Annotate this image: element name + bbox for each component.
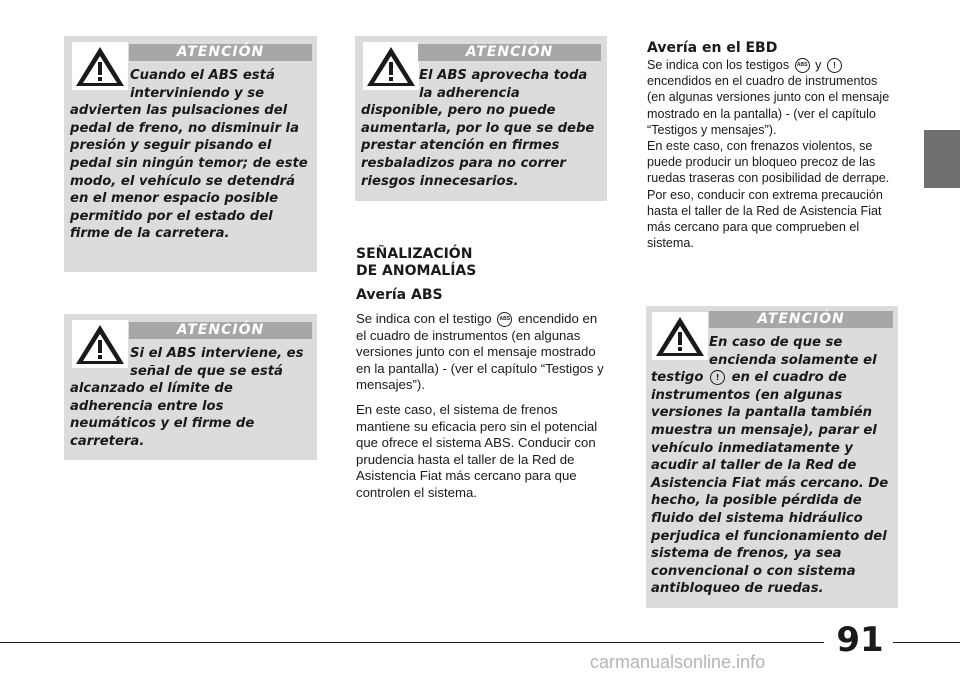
warning-body: advierten las pulsaciones del pedal de freno, no disminuir la presión y seguir pisando el pedal sin ningún temor; de este modo, el vehículo se detendrá en el menor espacio posible permitido por el estado del firme de la carretera. [70, 103, 308, 242]
abs-paragraph-2: En este caso, el sistema de frenos mantiene su eficacia pero sin el potencial que ofrece el sistema ABS. Conducir con prudencia hasta el taller de la Red de Asistencia Fiat más cercano para que controlen el sistema. [356, 401, 598, 500]
warning-text [651, 334, 894, 598]
warning-text [70, 67, 312, 243]
warning-text [361, 67, 603, 190]
brake-warning-light-icon: ! [710, 370, 725, 385]
abs-heading: Avería ABS [356, 287, 443, 303]
abs-paragraph-1 [356, 311, 608, 394]
warning-line: El ABS aprovecha toda [419, 68, 588, 83]
ebd-text-post: encendidos en el cuadro de instrumentos (en algunas versiones junto con el mensaje mostrado en la pantalla) - (ver el capítulo “Testigos y mensajes”). [647, 74, 890, 137]
warning-body: disponible, pero no puede aumentarla, por lo que se debe prestar atención en firmes resbaladizos para no correr riesgos innecesarios. [361, 103, 595, 189]
section-abs-failure [356, 246, 608, 502]
warning-header: ATENCIÓN [129, 44, 312, 61]
watermark: carmanualsonline.info [590, 652, 766, 672]
warning-box-brake-fluid [646, 306, 898, 608]
warning-body: alcanzado el límite de adherencia entre los neumáticos y el firme de carretera. [70, 381, 255, 449]
page-number: 91 [836, 620, 884, 660]
warning-line: la adherencia [419, 85, 520, 101]
chapter-tab [924, 130, 960, 188]
warning-line: señal de que se está [130, 363, 283, 379]
warning-line: interviniendo y se [130, 85, 265, 101]
warning-box-abs-pulsations [64, 36, 317, 272]
ebd-text-mid: y [815, 58, 822, 72]
abs-warning-light-icon: ABS [497, 312, 512, 327]
warning-box-abs-limit [64, 314, 317, 460]
brake-warning-light-icon: ! [827, 58, 842, 73]
footer-rule [0, 642, 824, 643]
warning-text-pre: testigo [651, 370, 704, 386]
warning-header: ATENCIÓN [418, 44, 601, 61]
warning-header: ATENCIÓN [709, 311, 893, 328]
warning-line: En caso de que se [709, 335, 843, 350]
abs-warning-light-icon: ABS [795, 58, 810, 73]
ebd-paragraph-2: En este caso, con frenazos violentos, se puede producir un bloqueo precoz de las ruedas traseras con posibilidad de derrape. Por eso, conducir con extrema precaución hasta el taller de la Red de Asistencia Fiat más cercano para que comprueben el sistema. [647, 139, 890, 251]
warning-line: encienda solamente el [709, 352, 877, 368]
ebd-text-pre: Se indica con los testigos [647, 58, 790, 72]
warning-box-abs-adherence [355, 36, 607, 201]
footer-rule [893, 642, 960, 643]
warning-line: Si el ABS interviene, es [130, 346, 304, 361]
ebd-paragraph-1 [647, 57, 899, 138]
warning-line: Cuando el ABS está [130, 68, 275, 83]
section-ebd-failure [647, 40, 899, 251]
warning-text-post: en el cuadro de instrumentos (en algunas versiones la pantalla también muestra un mensaje), parar el vehículo inmediatamente y acudir al taller de la Red de Asistencia Fiat más cercano. De hecho, la posible pérdida de fluido del sistema hidráulico perjudica el funcionamiento del sistema de frenos, ya sea convencional o con sistema antibloqueo de ruedas. [651, 370, 889, 597]
abs-text-pre: Se indica con el testigo [356, 311, 492, 326]
section-title: DE ANOMALÍAS [356, 263, 477, 279]
section-title: SEÑALIZACIÓN [356, 246, 473, 262]
warning-text [70, 345, 312, 451]
warning-header: ATENCIÓN [129, 322, 312, 339]
warning-body [651, 370, 888, 596]
ebd-heading: Avería en el EBD [647, 40, 778, 56]
abs-text-post: encendido en el cuadro de instrumentos (en algunas versiones junto con el mensaje mostrado en la pantalla) - (ver el capítulo “Testigos y mensajes”). [356, 311, 604, 393]
